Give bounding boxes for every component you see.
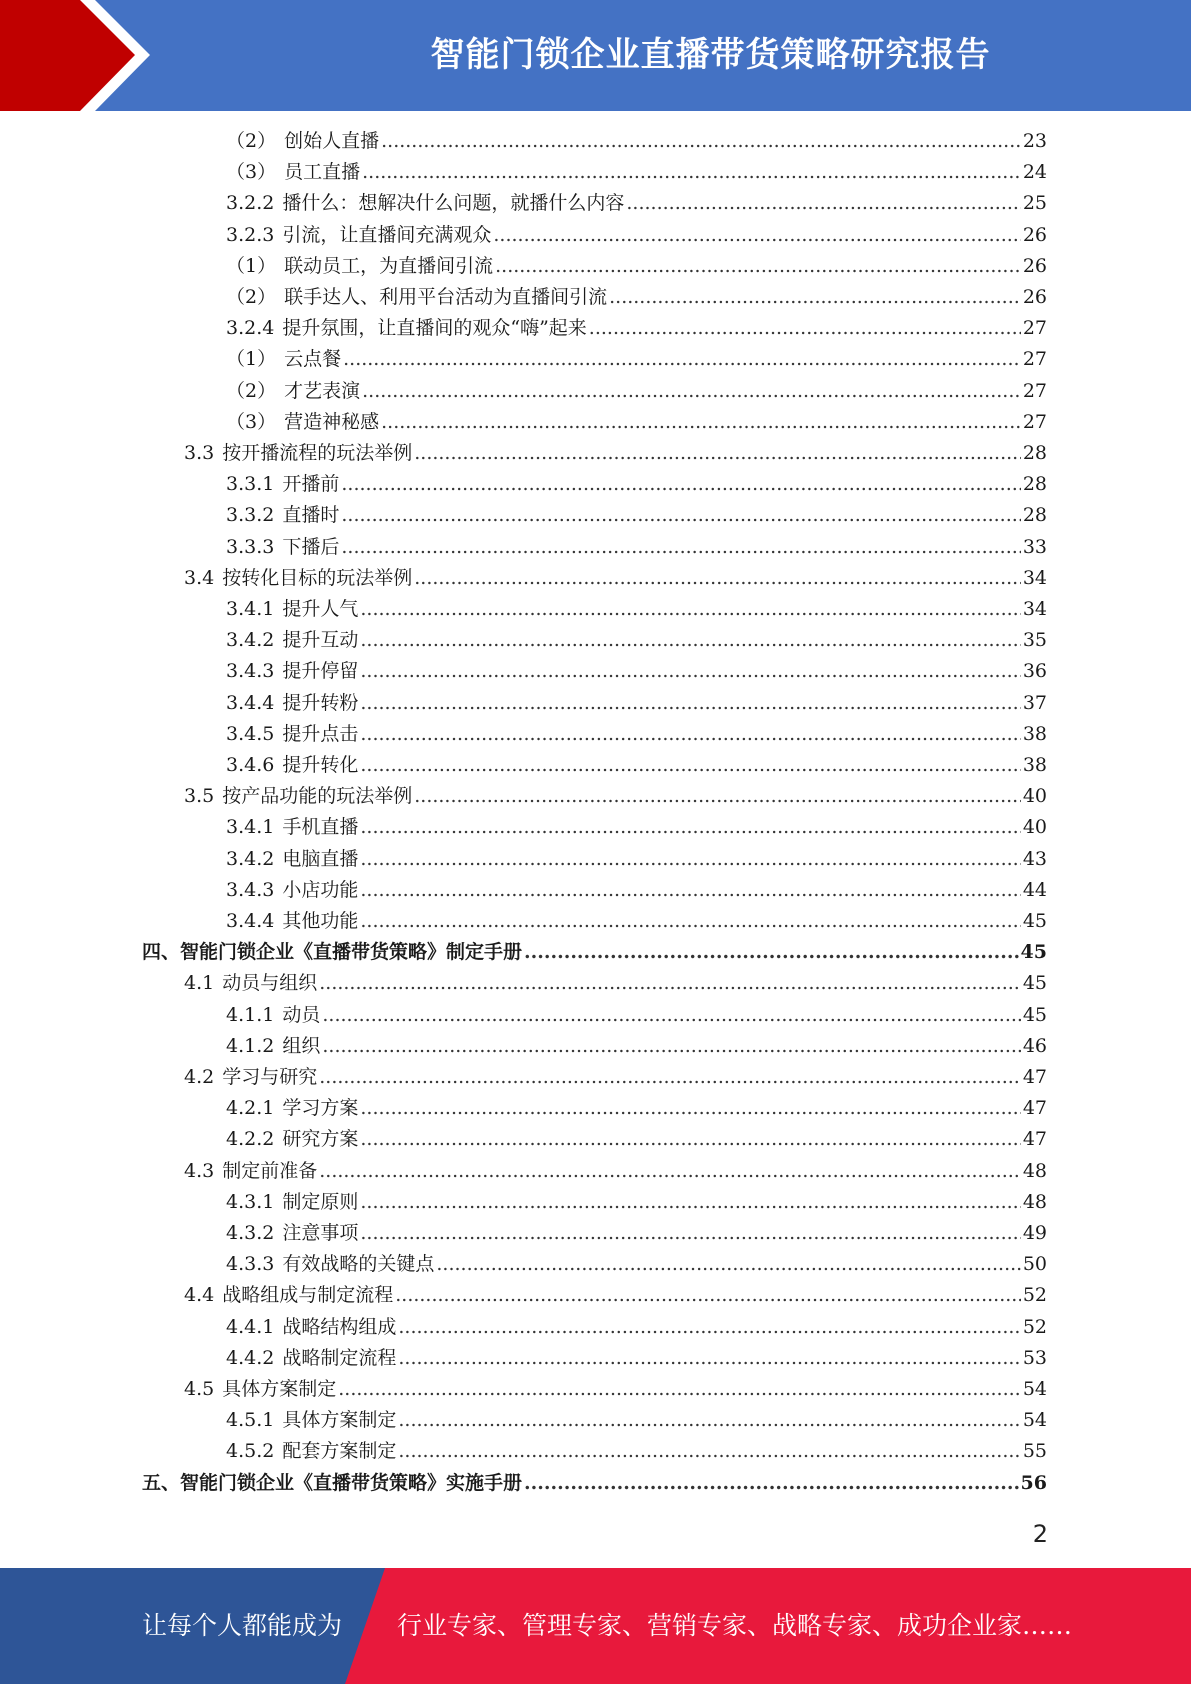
toc-entry[interactable] [184,1062,1047,1093]
toc-entry[interactable] [226,157,1047,188]
toc-entry-page: 34 [1022,566,1047,589]
toc-entry-number: 3.2.3 [226,223,275,246]
toc-entry[interactable] [142,937,1047,968]
toc-entry[interactable] [226,594,1047,625]
toc-entry-page: 27 [1022,379,1047,402]
toc-entry-page: 44 [1022,878,1047,901]
toc-dot-leader [360,844,1020,875]
toc-dot-leader [360,875,1020,906]
toc-entry-title: 手机直播 [282,816,359,839]
toc-dot-leader [362,157,1021,188]
toc-dot-leader [341,500,1020,531]
toc-entry[interactable] [226,844,1047,875]
page-footer [0,1568,1191,1684]
toc-entry-title: 动员与组织 [222,972,318,995]
toc-entry[interactable] [226,1405,1047,1436]
toc-entry-page: 43 [1022,847,1047,870]
toc-entry-page: 48 [1022,1190,1047,1213]
toc-entry[interactable] [184,1374,1047,1405]
toc-entry-number: 3.3.2 [226,504,275,527]
toc-entry-number: 3.3 [184,442,215,464]
toc-entry-title: 学习方案 [282,1097,359,1120]
toc-entry-number: 4.1.1 [226,1003,275,1026]
toc-entry[interactable] [226,1436,1047,1467]
toc-entry-page: 54 [1022,1409,1047,1432]
toc-entry-number: 4.3 [184,1159,215,1182]
toc-entry-number: 3.4.1 [226,598,275,620]
toc-entry-page: 47 [1022,1128,1047,1151]
toc-entry[interactable] [226,719,1047,750]
toc-entry[interactable] [184,563,1047,594]
toc-entry[interactable] [226,1093,1047,1124]
toc-entry-number: （1） [226,348,277,371]
toc-entry-page: 45 [1022,972,1047,995]
toc-entry-number: （2） [226,130,277,152]
toc-entry-page: 36 [1022,660,1047,683]
toc-entry-number: 4.1 [184,972,215,995]
toc-dot-leader [493,220,1020,251]
toc-entry-title: 研究方案 [282,1128,359,1151]
toc-entry-title: 配套方案制定 [282,1440,397,1463]
toc-entry-page: 33 [1022,535,1047,558]
toc-entry-page: 53 [1022,1346,1047,1369]
toc-entry[interactable] [226,875,1047,906]
toc-entry-number: （2） [226,286,277,308]
toc-entry-number: 4.3.3 [226,1253,275,1276]
toc-entry-title: 其他功能 [282,910,359,932]
toc-entry[interactable] [226,126,1047,157]
toc-entry-title: 制定前准备 [222,1159,318,1182]
toc-dot-leader [609,282,1021,313]
toc-entry-page: 47 [1022,1097,1047,1120]
toc-entry[interactable] [226,750,1047,781]
toc-dot-leader [395,1280,1021,1311]
toc-entry[interactable] [226,407,1047,438]
document-title: 智能门锁企业直播带货策略研究报告 [430,35,991,75]
toc-entry[interactable] [226,1031,1047,1062]
toc-dot-leader [360,1093,1020,1124]
toc-dot-leader [495,251,1021,282]
toc-dot-leader [341,532,1020,563]
toc-entry-number: （3） [226,410,277,433]
toc-entry-page: 27 [1022,317,1047,340]
toc-entry-title: 组织 [282,1034,321,1057]
toc-entry-page: 35 [1022,629,1047,652]
toc-entry[interactable] [226,376,1047,407]
toc-entry-page: 28 [1022,504,1047,527]
toc-entry-number: 4.2.1 [226,1097,275,1120]
toc-entry-number: 3.4.3 [226,660,275,683]
toc-entry-page: 40 [1022,816,1047,839]
toc-entry-page: 50 [1022,1253,1047,1276]
toc-dot-leader [524,937,1019,968]
toc-entry[interactable] [226,1218,1047,1249]
toc-entry-page: 27 [1022,348,1047,371]
toc-entry-number: 4.5.2 [226,1440,275,1463]
toc-dot-leader [360,1218,1020,1249]
toc-entry-title: 动员 [282,1003,321,1026]
toc-dot-leader [322,1031,1020,1062]
toc-entry-title: 按开播流程的玩法举例 [222,442,413,464]
toc-entry-page: 45 [1022,910,1047,932]
toc-entry-number: 3.3.3 [226,535,275,558]
toc-dot-leader [341,469,1020,500]
toc-entry-page: 28 [1022,473,1047,496]
toc-entry-number: 3.5 [184,785,215,808]
toc-entry-page: 52 [1022,1315,1047,1338]
toc-entry-title: 营造神秘感 [284,410,380,433]
toc-dot-leader [524,1468,1019,1499]
toc-entry-title: 小店功能 [282,878,359,901]
toc-dot-leader [414,438,1021,469]
footer-slogan-left: 让每个人都能成为 [142,1611,343,1640]
toc-entry-number: 4.4.1 [226,1315,275,1338]
toc-entry[interactable] [184,438,1047,469]
toc-entry-title: 员工直播 [284,161,361,184]
toc-dot-leader [360,688,1020,719]
toc-entry-page: 37 [1022,691,1047,714]
page-number: 2 [1032,1520,1048,1548]
toc-entry-title: 具体方案制定 [282,1409,397,1432]
toc-entry-title: 战略结构组成 [282,1315,397,1338]
toc-entry-number: （1） [226,254,277,277]
toc-dot-leader [362,376,1021,407]
toc-entry[interactable] [226,188,1047,219]
toc-entry-title: 云点餐 [284,348,342,371]
toc-entry[interactable] [226,500,1047,531]
toc-entry-page: 45 [1020,941,1047,964]
toc-entry[interactable] [226,906,1047,937]
toc-entry-page: 55 [1022,1440,1047,1463]
toc-dot-leader [319,968,1021,999]
toc-entry-page: 49 [1022,1222,1047,1244]
toc-dot-leader [360,1187,1020,1218]
toc-entry-number: 3.2.2 [226,192,275,215]
toc-entry-number: 3.2.4 [226,317,275,340]
toc-entry-number: 3.4.4 [226,910,275,932]
toc-dot-leader [398,1436,1020,1467]
toc-entry[interactable] [226,688,1047,719]
toc-entry-number: 3.3.1 [226,473,275,496]
toc-entry[interactable] [142,1468,1047,1499]
toc-dot-leader [589,313,1021,344]
toc-entry-number: 3.4 [184,566,215,589]
toc-dot-leader [360,750,1020,781]
toc-entry-title: 开播前 [282,473,340,496]
toc-entry[interactable] [226,1343,1047,1374]
toc-entry-number: 4.5 [184,1378,215,1400]
toc-entry-number: 3.4.4 [226,691,275,714]
toc-dot-leader [360,1124,1020,1155]
toc-entry-number: 3.4.6 [226,754,275,776]
toc-entry-page: 26 [1022,286,1047,308]
toc-entry-number: 4.3.1 [226,1190,275,1213]
toc-entry-number: 3.4.5 [226,722,275,745]
toc-dot-leader [360,625,1020,656]
footer-slogan-right: 行业专家、管理专家、营销专家、战略专家、成功企业家…… [397,1611,1073,1640]
toc-dot-leader [343,344,1021,375]
toc-entry-number: 4.2.2 [226,1128,275,1151]
toc-entry-title: 提升互动 [282,629,359,652]
toc-entry-title: 战略组成与制定流程 [222,1284,394,1307]
toc-entry-page: 48 [1022,1159,1047,1182]
toc-entry-page: 25 [1022,192,1047,215]
toc-entry-title: 提升转化 [282,754,359,776]
toc-entry[interactable] [226,344,1047,375]
toc-entry-page: 38 [1022,754,1047,776]
toc-entry-number: 4.4.2 [226,1346,275,1369]
toc-dot-leader [436,1249,1020,1280]
toc-entry-number: 4.3.2 [226,1222,275,1244]
toc-dot-leader [360,594,1020,625]
toc-entry-page: 23 [1022,130,1047,152]
toc-entry[interactable] [226,812,1047,843]
toc-entry-title: 按转化目标的玩法举例 [222,566,413,589]
toc-entry-title: 有效战略的关键点 [282,1253,435,1276]
toc-entry-page: 26 [1022,254,1047,277]
toc-entry-page: 34 [1022,598,1047,620]
toc-entry[interactable] [184,781,1047,812]
toc-entry-page: 28 [1022,442,1047,464]
toc-dot-leader [319,1156,1021,1187]
toc-entry-page: 52 [1022,1284,1047,1307]
toc-entry-number: （3） [226,161,277,184]
toc-entry-title: 直播时 [282,504,340,527]
toc-entry-title: 按产品功能的玩法举例 [222,785,413,808]
toc-entry-title: 播什么：想解决什么问题，就播什么内容 [282,192,625,215]
toc-entry[interactable] [184,1280,1047,1311]
toc-entry-title: 提升转粉 [282,691,359,714]
toc-entry-title: 四、智能门锁企业《直播带货策略》制定手册 [142,941,523,964]
toc-dot-leader [398,1405,1020,1436]
toc-dot-leader [398,1343,1020,1374]
toc-entry[interactable] [226,1124,1047,1155]
toc-entry-page: 38 [1022,722,1047,745]
toc-entry-title: 战略制定流程 [282,1346,397,1369]
toc-entry[interactable] [226,1187,1047,1218]
toc-entry[interactable] [226,625,1047,656]
toc-dot-leader [319,1062,1021,1093]
toc-entry[interactable] [226,532,1047,563]
toc-entry-title: 提升停留 [282,660,359,683]
toc-entry-title: 提升人气 [282,598,359,620]
toc-dot-leader [414,563,1021,594]
toc-entry-title: 电脑直播 [282,847,359,870]
toc-entry-title: 提升氛围，让直播间的观众“嗨”起来 [282,317,587,340]
toc-dot-leader [322,1000,1020,1031]
toc-entry-page: 45 [1022,1003,1047,1026]
toc-entry-title: 具体方案制定 [222,1378,337,1400]
toc-entry[interactable] [184,1156,1047,1187]
toc-entry[interactable] [226,1000,1047,1031]
toc-entry-number: 4.2 [184,1066,215,1088]
toc-entry[interactable] [226,1249,1047,1280]
toc-entry-title: 五、智能门锁企业《直播带货策略》实施手册 [142,1471,523,1494]
toc-dot-leader [626,188,1020,219]
toc-entry-title: 制定原则 [282,1190,359,1213]
toc-entry[interactable] [226,656,1047,687]
toc-entry[interactable] [226,251,1047,282]
toc-entry-page: 24 [1022,161,1047,184]
toc-dot-leader [398,1312,1020,1343]
toc-entry-page: 40 [1022,785,1047,808]
toc-dot-leader [381,407,1021,438]
toc-entry[interactable] [226,282,1047,313]
toc-dot-leader [381,126,1021,157]
toc-entry-number: 3.4.1 [226,816,275,839]
toc-entry-title: 引流，让直播间充满观众 [282,223,492,246]
toc-entry-page: 27 [1022,410,1047,433]
toc-entry-page: 46 [1022,1034,1047,1057]
toc-entry-number: 4.5.1 [226,1409,275,1432]
toc-dot-leader [360,906,1020,937]
toc-dot-leader [360,812,1020,843]
toc-entry-title: 才艺表演 [284,379,361,402]
toc-entry-title: 下播后 [282,535,340,558]
toc-entry-title: 创始人直播 [284,130,380,152]
toc-entry-number: 3.4.3 [226,878,275,901]
toc-entry-title: 提升点击 [282,722,359,745]
toc-entry-title: 联动员工，为直播间引流 [284,254,494,277]
toc-entry-title: 联手达人、利用平台活动为直播间引流 [284,286,608,308]
toc-entry-page: 56 [1020,1471,1047,1494]
toc-entry-page: 47 [1022,1066,1047,1088]
toc-entry[interactable] [226,1312,1047,1343]
toc-dot-leader [360,719,1020,750]
toc-entry-number: （2） [226,379,277,402]
toc-entry-number: 4.1.2 [226,1034,275,1057]
toc-entry-number: 4.4 [184,1284,215,1307]
toc-dot-leader [414,781,1021,812]
toc-dot-leader [338,1374,1021,1405]
toc-entry[interactable] [226,313,1047,344]
toc-entry-page: 26 [1022,223,1047,246]
toc-entry-number: 3.4.2 [226,629,275,652]
page-header [0,0,1191,111]
toc-entry-page: 54 [1022,1378,1047,1400]
toc-entry-title: 学习与研究 [222,1066,318,1088]
toc-entry-title: 注意事项 [282,1222,359,1244]
toc-entry-number: 3.4.2 [226,847,275,870]
toc-entry[interactable] [226,220,1047,251]
toc-dot-leader [360,656,1020,687]
toc-entry[interactable] [226,469,1047,500]
toc-entry[interactable] [184,968,1047,999]
